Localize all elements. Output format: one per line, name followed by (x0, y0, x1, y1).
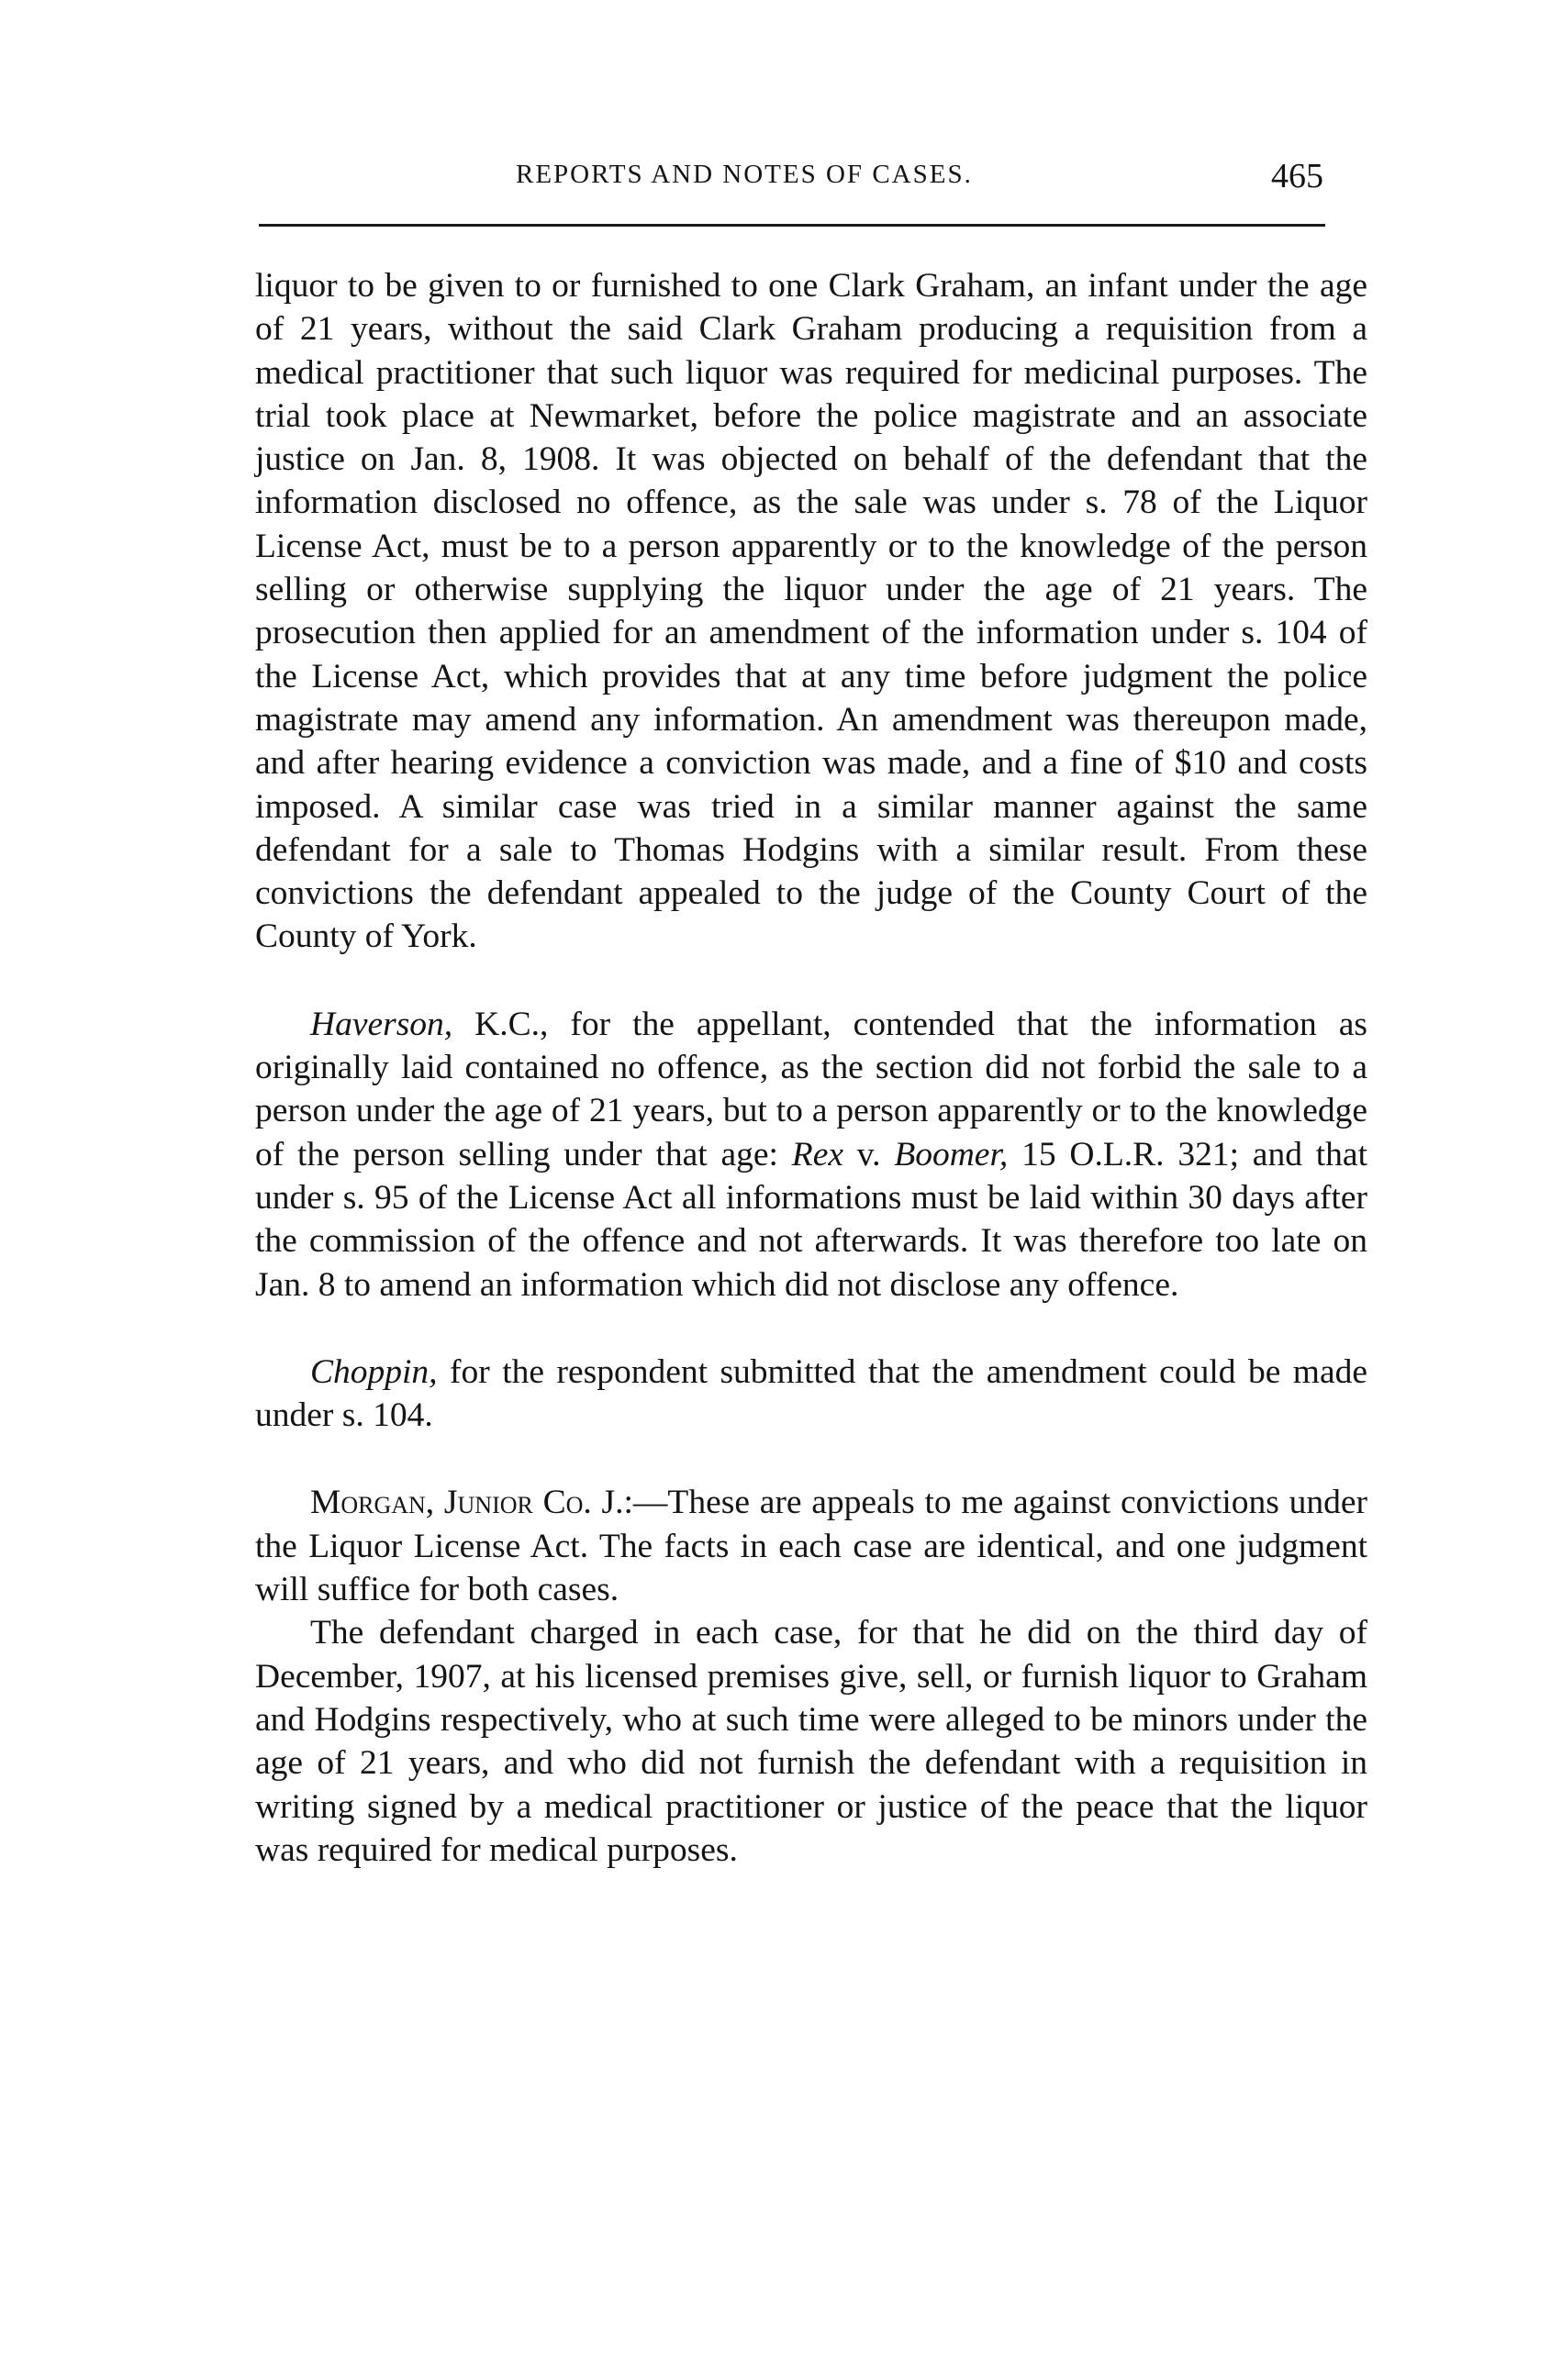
case-citation-party-b: Boomer, (894, 1135, 1009, 1173)
counsel-name-respondent: Choppin, (310, 1352, 438, 1391)
paragraph-facts: liquor to be given to or furnished to one Clark Graham, an infant under the age of 21 years, without the said Clark Graham producing a requisition from a medical practitioner that such liquor was required for medicinal purposes. The trial took place at Newmarket, before the police magistrate and an associate justice on Jan. 8, 1908. It was objected on behalf of the defendant that the information disclosed no offence, as the sale was under s. 78 of the Liquor License Act, must be to a person apparently or to the knowledge of the person selling or otherwise supplying the liquor under the age of 21 years. The prosecution then applied for an amendment of the information under s. 104 of the License Act, which provides that at any time before judgment the police magistrate may amend any information. An amendment was thereupon made, and after hearing evidence a conviction was made, and a fine of $10 and costs imposed. A similar case was tried in a similar manner against the same defendant for a sale to Thomas Hodgins with a similar result. From these convictions the defendant appealed to the judge of the County Court of the County of York. (255, 267, 1367, 956)
counsel-name-appellant: Haverson, (310, 1005, 453, 1043)
paragraph-charge: The defendant charged in each case, for that he did on the third day of December, 1907, at his licensed premises give, sell, or furnish liquor to Graham and Hodgins respectively, who at such time were alleged to be minors under the age of 21 years, and who did not furnish the defendant with a requisition in writing signed by a medical practitioner or justice of the peace that the liquor was required for medical purposes. (255, 1614, 1367, 1869)
judge-name: Morgan, Junior Co. J. (310, 1484, 624, 1522)
argument-text-a: K.C., for the appellant, contended that the information as originally laid contained no offence, as the section did not forbid the sale to a person under the age of 21 years, but to a person apparently or to the knowledge of the person selling under that age: (255, 1005, 1367, 1173)
paragraph-respondent-argument (255, 1351, 1367, 1438)
case-citation-party-a: Rex (791, 1135, 843, 1173)
header-rule (259, 224, 1325, 227)
running-head: REPORTS AND NOTES OF CASES. (516, 160, 973, 189)
paragraph-judgment-opening (255, 1481, 1367, 1611)
paragraph-appellant-argument (255, 1003, 1367, 1307)
body-text (255, 264, 1367, 1872)
page-number: 465 (1271, 157, 1323, 195)
judgment-opening-text: :—These are appeals to me against convictions under the Liquor License Act. The facts in each case are identical, and one judgment will suffice for both cases. (255, 1484, 1367, 1609)
page-header (259, 156, 1333, 198)
case-citation-versus: v. (842, 1135, 895, 1173)
respondent-text: for the respondent submitted that the amendment could be made under s. 104. (255, 1352, 1367, 1435)
argument-text-b: 15 O.L.R. 321; and that under s. 95 of the License Act all informations must be laid within 30 days after the commission of the offence and not afterwards. It was therefore too late on Jan. 8 to amend an information which did not disclose any offence. (255, 1135, 1367, 1304)
